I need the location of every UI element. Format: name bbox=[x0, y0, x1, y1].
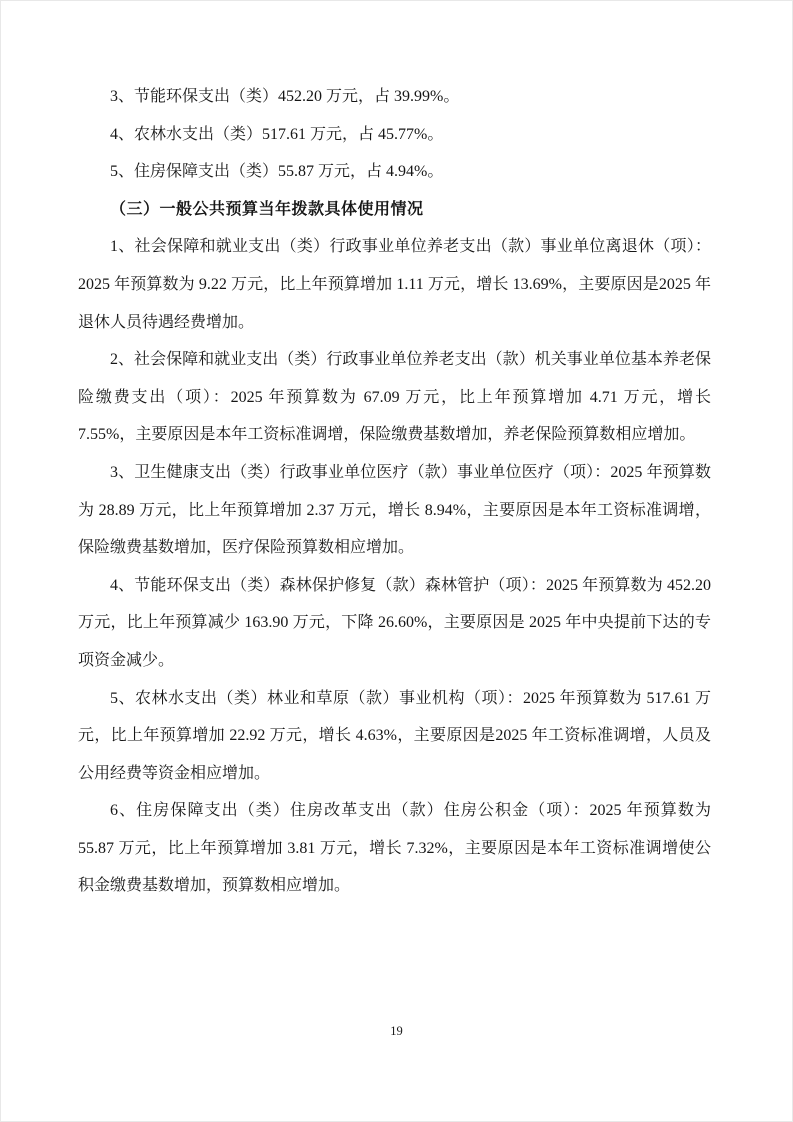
body-paragraph: 2、社会保障和就业支出（类）行政事业单位养老支出（款）机关事业单位基本养老保险缴费支出（项）：2025 年预算数为 67.09 万元，比上年预算增加 4.71 万元，增长 7.55%，主要原因是本年工资标准调增，保险缴费基数增加，养老保险预算数相应增加。 bbox=[78, 351, 711, 444]
document-body bbox=[78, 78, 711, 905]
expenditure-summary-line: 4、农林水支出（类）517.61 万元，占 45.77%。 bbox=[110, 125, 444, 143]
body-paragraph: 3、卫生健康支出（类）行政事业单位医疗（款）事业单位医疗（项）：2025 年预算数为 28.89 万元，比上年预算增加 2.37 万元，增长 8.94%，主要原因是本年工资标准调增，保险缴费基数增加，医疗保险预算数相应增加。 bbox=[78, 463, 711, 557]
expenditure-summary-line: 3、节能环保支出（类）452.20 万元，占 39.99%。 bbox=[110, 88, 460, 105]
body-paragraph: 1、社会保障和就业支出（类）行政事业单位养老支出（款）事业单位离退休（项）：2025 年预算数为 9.22 万元，比上年预算增加 1.11 万元，增长 13.69%，主要原因是2025 年退休人员待遇经费增加。 bbox=[78, 238, 711, 331]
body-paragraph: 4、节能环保支出（类）森林保护修复（款）森林管护（项）：2025 年预算数为 452.20 万元，比上年预算减少 163.90 万元，下降 26.60%，主要原因是 2025 年中央提前下达的专项资金减少。 bbox=[78, 576, 711, 669]
section-heading: （三）一般公共预算当年拨款具体使用情况 bbox=[110, 200, 424, 218]
page-number: 19 bbox=[390, 1024, 403, 1038]
expenditure-summary-line: 5、住房保障支出（类）55.87 万元，占 4.94%。 bbox=[110, 163, 444, 181]
body-paragraph: 5、农林水支出（类）林业和草原（款）事业机构（项）：2025 年预算数为 517.61 万元，比上年预算增加 22.92 万元，增长 4.63%，主要原因是2025 年工资标准调增，人员及公用经费等资金相应增加。 bbox=[78, 689, 711, 782]
body-paragraph: 6、住房保障支出（类）住房改革支出（款）住房公积金（项）：2025 年预算数为 55.87 万元，比上年预算增加 3.81 万元，增长 7.32%，主要原因是本年工资标准调增使公积金缴费基数增加，预算数相应增加。 bbox=[78, 802, 711, 895]
